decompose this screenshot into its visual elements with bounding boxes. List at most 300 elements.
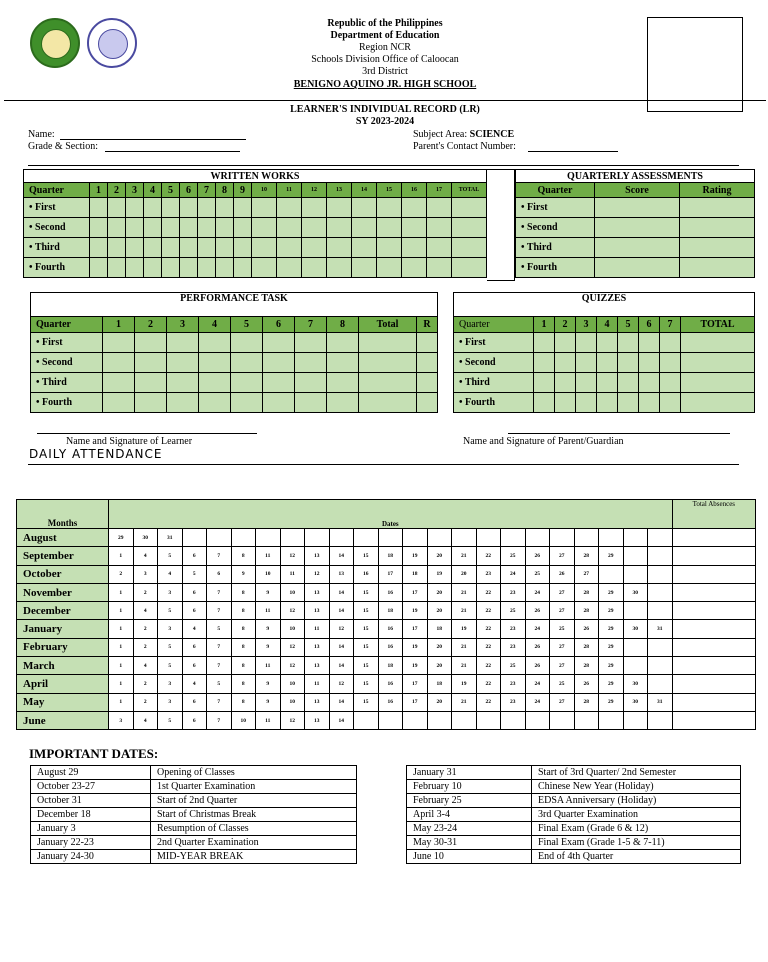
date-cell[interactable]: 29: [109, 529, 134, 547]
ww-score-cell[interactable]: [126, 198, 144, 218]
date-cell[interactable]: 4: [182, 675, 207, 693]
qa-score-cell[interactable]: [595, 218, 680, 238]
pt-score-cell[interactable]: [103, 333, 135, 353]
date-cell[interactable]: 1: [109, 657, 134, 675]
total-absences-cell[interactable]: [672, 583, 755, 601]
pt-score-cell[interactable]: [417, 353, 438, 373]
date-cell[interactable]: 1: [109, 675, 134, 693]
date-cell[interactable]: 19: [452, 675, 477, 693]
ww-score-cell[interactable]: [90, 238, 108, 258]
date-cell[interactable]: 14: [329, 547, 354, 565]
date-cell[interactable]: [403, 529, 428, 547]
qz-score-cell[interactable]: [639, 373, 660, 393]
date-cell[interactable]: [280, 529, 305, 547]
pt-score-cell[interactable]: [103, 353, 135, 373]
ww-score-cell[interactable]: [126, 218, 144, 238]
date-cell[interactable]: [648, 602, 673, 620]
date-cell[interactable]: [501, 711, 526, 729]
ww-score-cell[interactable]: [180, 218, 198, 238]
date-cell[interactable]: [574, 711, 599, 729]
qa-rating-cell[interactable]: [680, 198, 755, 218]
qz-score-cell[interactable]: [597, 373, 618, 393]
date-cell[interactable]: 10: [256, 565, 281, 583]
date-cell[interactable]: 27: [574, 565, 599, 583]
pt-score-cell[interactable]: [327, 353, 359, 373]
date-cell[interactable]: 6: [182, 657, 207, 675]
ww-score-cell[interactable]: [302, 218, 327, 238]
date-cell[interactable]: 20: [427, 657, 452, 675]
date-cell[interactable]: 1: [109, 638, 134, 656]
date-cell[interactable]: 22: [476, 583, 501, 601]
date-cell[interactable]: 24: [501, 565, 526, 583]
date-cell[interactable]: 2: [133, 693, 158, 711]
date-cell[interactable]: [476, 711, 501, 729]
date-cell[interactable]: 18: [427, 620, 452, 638]
date-cell[interactable]: 28: [574, 638, 599, 656]
date-cell[interactable]: [648, 711, 673, 729]
ww-score-cell[interactable]: [234, 238, 252, 258]
date-cell[interactable]: [305, 529, 330, 547]
date-cell[interactable]: 23: [501, 638, 526, 656]
date-cell[interactable]: 7: [207, 547, 232, 565]
pt-score-cell[interactable]: [327, 373, 359, 393]
date-cell[interactable]: 4: [133, 547, 158, 565]
pt-score-cell[interactable]: [359, 373, 417, 393]
date-cell[interactable]: 19: [403, 547, 428, 565]
date-cell[interactable]: 21: [452, 602, 477, 620]
qz-score-cell[interactable]: [534, 333, 555, 353]
pt-score-cell[interactable]: [231, 353, 263, 373]
date-cell[interactable]: 5: [158, 602, 183, 620]
ww-score-cell[interactable]: [377, 238, 402, 258]
date-cell[interactable]: 26: [525, 657, 550, 675]
ww-score-cell[interactable]: [144, 218, 162, 238]
ww-score-cell[interactable]: [252, 198, 277, 218]
date-cell[interactable]: 9: [231, 565, 256, 583]
qz-score-cell[interactable]: [660, 333, 681, 353]
qz-score-cell[interactable]: [639, 333, 660, 353]
total-absences-cell[interactable]: [672, 620, 755, 638]
pt-score-cell[interactable]: [359, 353, 417, 373]
date-cell[interactable]: [329, 529, 354, 547]
date-cell[interactable]: 26: [574, 675, 599, 693]
date-cell[interactable]: 3: [158, 693, 183, 711]
date-cell[interactable]: 23: [476, 565, 501, 583]
ww-score-cell[interactable]: [327, 238, 352, 258]
date-cell[interactable]: 12: [280, 638, 305, 656]
pt-score-cell[interactable]: [417, 333, 438, 353]
date-cell[interactable]: 13: [329, 565, 354, 583]
date-cell[interactable]: 23: [501, 620, 526, 638]
date-cell[interactable]: [599, 565, 624, 583]
date-cell[interactable]: 11: [256, 547, 281, 565]
date-cell[interactable]: 2: [133, 583, 158, 601]
parent-signature-line[interactable]: [508, 433, 730, 434]
pt-score-cell[interactable]: [295, 333, 327, 353]
pt-score-cell[interactable]: [103, 393, 135, 413]
date-cell[interactable]: 29: [599, 693, 624, 711]
date-cell[interactable]: 3: [158, 583, 183, 601]
date-cell[interactable]: 22: [476, 620, 501, 638]
pt-score-cell[interactable]: [263, 353, 295, 373]
date-cell[interactable]: 14: [329, 657, 354, 675]
ww-score-cell[interactable]: [90, 198, 108, 218]
qz-score-cell[interactable]: [534, 373, 555, 393]
qa-rating-cell[interactable]: [680, 218, 755, 238]
date-cell[interactable]: 6: [207, 565, 232, 583]
total-absences-cell[interactable]: [672, 565, 755, 583]
date-cell[interactable]: 22: [476, 638, 501, 656]
date-cell[interactable]: 30: [623, 583, 648, 601]
date-cell[interactable]: 5: [158, 547, 183, 565]
date-cell[interactable]: 6: [182, 693, 207, 711]
qz-score-cell[interactable]: [660, 373, 681, 393]
pt-score-cell[interactable]: [199, 373, 231, 393]
date-cell[interactable]: 19: [427, 565, 452, 583]
date-cell[interactable]: [427, 529, 452, 547]
pt-score-cell[interactable]: [135, 353, 167, 373]
ww-score-cell[interactable]: [302, 258, 327, 278]
ww-score-cell[interactable]: [90, 218, 108, 238]
date-cell[interactable]: [354, 711, 379, 729]
date-cell[interactable]: 15: [354, 602, 379, 620]
date-cell[interactable]: [427, 711, 452, 729]
qa-score-cell[interactable]: [595, 238, 680, 258]
date-cell[interactable]: 3: [158, 675, 183, 693]
date-cell[interactable]: 7: [207, 657, 232, 675]
date-cell[interactable]: 6: [182, 547, 207, 565]
date-cell[interactable]: 31: [648, 620, 673, 638]
date-cell[interactable]: 3: [158, 620, 183, 638]
total-absences-cell[interactable]: [672, 638, 755, 656]
pt-score-cell[interactable]: [135, 373, 167, 393]
date-cell[interactable]: 15: [354, 547, 379, 565]
date-cell[interactable]: 16: [378, 620, 403, 638]
date-cell[interactable]: 13: [305, 693, 330, 711]
date-cell[interactable]: 27: [550, 693, 575, 711]
date-cell[interactable]: 15: [354, 693, 379, 711]
date-cell[interactable]: 25: [525, 565, 550, 583]
date-cell[interactable]: [648, 675, 673, 693]
pt-score-cell[interactable]: [327, 393, 359, 413]
date-cell[interactable]: 6: [182, 711, 207, 729]
ww-score-cell[interactable]: [180, 238, 198, 258]
ww-score-cell[interactable]: [234, 218, 252, 238]
date-cell[interactable]: 9: [256, 620, 281, 638]
date-cell[interactable]: [550, 529, 575, 547]
ww-score-cell[interactable]: [252, 218, 277, 238]
date-cell[interactable]: 6: [182, 638, 207, 656]
date-cell[interactable]: 30: [623, 675, 648, 693]
date-cell[interactable]: 2: [133, 675, 158, 693]
qz-score-cell[interactable]: [576, 393, 597, 413]
date-cell[interactable]: 23: [501, 675, 526, 693]
date-cell[interactable]: 26: [550, 565, 575, 583]
date-cell[interactable]: 3: [133, 565, 158, 583]
date-cell[interactable]: [623, 638, 648, 656]
qz-score-cell[interactable]: [660, 393, 681, 413]
date-cell[interactable]: 11: [256, 657, 281, 675]
date-cell[interactable]: 7: [207, 693, 232, 711]
date-cell[interactable]: 20: [427, 602, 452, 620]
ww-score-cell[interactable]: [108, 218, 126, 238]
qa-rating-cell[interactable]: [680, 258, 755, 278]
date-cell[interactable]: 13: [305, 711, 330, 729]
date-cell[interactable]: [648, 565, 673, 583]
date-cell[interactable]: 27: [550, 602, 575, 620]
qz-score-cell[interactable]: [555, 373, 576, 393]
date-cell[interactable]: 30: [623, 620, 648, 638]
date-cell[interactable]: 10: [280, 620, 305, 638]
date-cell[interactable]: [550, 711, 575, 729]
date-cell[interactable]: [599, 529, 624, 547]
ww-score-cell[interactable]: [144, 198, 162, 218]
ww-score-cell[interactable]: [402, 218, 427, 238]
ww-score-cell[interactable]: [108, 238, 126, 258]
ww-score-cell[interactable]: [198, 238, 216, 258]
date-cell[interactable]: 29: [599, 675, 624, 693]
pt-score-cell[interactable]: [417, 393, 438, 413]
date-cell[interactable]: 7: [207, 638, 232, 656]
date-cell[interactable]: [623, 529, 648, 547]
ww-score-cell[interactable]: [162, 198, 180, 218]
date-cell[interactable]: 27: [550, 583, 575, 601]
pt-score-cell[interactable]: [263, 393, 295, 413]
pt-score-cell[interactable]: [359, 333, 417, 353]
date-cell[interactable]: 1: [109, 547, 134, 565]
ww-score-cell[interactable]: [90, 258, 108, 278]
date-cell[interactable]: 1: [109, 620, 134, 638]
total-absences-cell[interactable]: [672, 547, 755, 565]
total-absences-cell[interactable]: [672, 657, 755, 675]
ww-score-cell[interactable]: [108, 258, 126, 278]
date-cell[interactable]: 8: [231, 583, 256, 601]
date-cell[interactable]: 5: [207, 620, 232, 638]
date-cell[interactable]: 17: [403, 693, 428, 711]
ww-score-cell[interactable]: [402, 198, 427, 218]
ww-score-cell[interactable]: [126, 258, 144, 278]
date-cell[interactable]: 25: [550, 620, 575, 638]
date-cell[interactable]: 23: [501, 693, 526, 711]
ww-score-cell[interactable]: [198, 198, 216, 218]
pt-score-cell[interactable]: [295, 373, 327, 393]
date-cell[interactable]: 19: [403, 657, 428, 675]
qz-score-cell[interactable]: [681, 353, 755, 373]
date-cell[interactable]: 8: [231, 657, 256, 675]
qz-score-cell[interactable]: [681, 333, 755, 353]
learner-signature-line[interactable]: [37, 433, 257, 434]
date-cell[interactable]: 12: [329, 675, 354, 693]
date-cell[interactable]: 8: [231, 675, 256, 693]
ww-score-cell[interactable]: [327, 218, 352, 238]
pt-score-cell[interactable]: [167, 393, 199, 413]
pt-score-cell[interactable]: [199, 393, 231, 413]
date-cell[interactable]: 12: [280, 547, 305, 565]
date-cell[interactable]: [403, 711, 428, 729]
ww-score-cell[interactable]: [402, 238, 427, 258]
total-absences-cell[interactable]: [672, 529, 755, 547]
date-cell[interactable]: 20: [427, 638, 452, 656]
date-cell[interactable]: 29: [599, 547, 624, 565]
date-cell[interactable]: [525, 529, 550, 547]
date-cell[interactable]: 24: [525, 675, 550, 693]
date-cell[interactable]: 27: [550, 657, 575, 675]
qz-score-cell[interactable]: [618, 333, 639, 353]
date-cell[interactable]: 11: [305, 620, 330, 638]
date-cell[interactable]: 30: [623, 693, 648, 711]
date-cell[interactable]: 11: [256, 711, 281, 729]
date-cell[interactable]: 22: [476, 602, 501, 620]
date-cell[interactable]: 5: [182, 565, 207, 583]
date-cell[interactable]: 31: [648, 693, 673, 711]
ww-score-cell[interactable]: [252, 258, 277, 278]
date-cell[interactable]: 17: [378, 565, 403, 583]
date-cell[interactable]: 20: [427, 583, 452, 601]
date-cell[interactable]: 20: [452, 565, 477, 583]
ww-score-cell[interactable]: [327, 198, 352, 218]
date-cell[interactable]: 18: [378, 547, 403, 565]
date-cell[interactable]: 14: [329, 583, 354, 601]
date-cell[interactable]: 22: [476, 657, 501, 675]
qz-score-cell[interactable]: [660, 353, 681, 373]
date-cell[interactable]: 24: [525, 620, 550, 638]
date-cell[interactable]: 12: [280, 602, 305, 620]
ww-score-cell[interactable]: [352, 238, 377, 258]
date-cell[interactable]: 2: [133, 638, 158, 656]
date-cell[interactable]: 22: [476, 693, 501, 711]
date-cell[interactable]: 28: [574, 693, 599, 711]
ww-score-cell[interactable]: [377, 198, 402, 218]
ww-score-cell[interactable]: [452, 258, 487, 278]
qz-score-cell[interactable]: [576, 333, 597, 353]
date-cell[interactable]: 29: [599, 657, 624, 675]
date-cell[interactable]: 21: [452, 657, 477, 675]
qz-score-cell[interactable]: [576, 373, 597, 393]
date-cell[interactable]: 26: [574, 620, 599, 638]
ww-score-cell[interactable]: [198, 258, 216, 278]
qz-score-cell[interactable]: [681, 373, 755, 393]
date-cell[interactable]: 15: [354, 583, 379, 601]
qa-score-cell[interactable]: [595, 258, 680, 278]
date-cell[interactable]: 28: [574, 657, 599, 675]
ww-score-cell[interactable]: [402, 258, 427, 278]
date-cell[interactable]: [452, 711, 477, 729]
ww-score-cell[interactable]: [277, 238, 302, 258]
date-cell[interactable]: 10: [231, 711, 256, 729]
date-cell[interactable]: 3: [109, 711, 134, 729]
date-cell[interactable]: 13: [305, 638, 330, 656]
date-cell[interactable]: 1: [109, 583, 134, 601]
ww-score-cell[interactable]: [352, 198, 377, 218]
date-cell[interactable]: 19: [452, 620, 477, 638]
date-cell[interactable]: [623, 602, 648, 620]
date-cell[interactable]: 24: [525, 693, 550, 711]
date-cell[interactable]: 6: [182, 583, 207, 601]
date-cell[interactable]: 13: [305, 602, 330, 620]
date-cell[interactable]: 15: [354, 638, 379, 656]
date-cell[interactable]: 7: [207, 711, 232, 729]
date-cell[interactable]: 25: [501, 547, 526, 565]
ww-score-cell[interactable]: [216, 198, 234, 218]
pt-score-cell[interactable]: [295, 353, 327, 373]
pt-score-cell[interactable]: [327, 333, 359, 353]
date-cell[interactable]: [501, 529, 526, 547]
date-cell[interactable]: 29: [599, 638, 624, 656]
date-cell[interactable]: 17: [403, 675, 428, 693]
date-cell[interactable]: 30: [133, 529, 158, 547]
date-cell[interactable]: 21: [452, 547, 477, 565]
qz-score-cell[interactable]: [555, 353, 576, 373]
ww-score-cell[interactable]: [302, 198, 327, 218]
date-cell[interactable]: 5: [158, 711, 183, 729]
ww-score-cell[interactable]: [216, 238, 234, 258]
qz-score-cell[interactable]: [618, 373, 639, 393]
qz-score-cell[interactable]: [618, 393, 639, 413]
pt-score-cell[interactable]: [417, 373, 438, 393]
total-absences-cell[interactable]: [672, 675, 755, 693]
date-cell[interactable]: 12: [280, 657, 305, 675]
ww-score-cell[interactable]: [452, 218, 487, 238]
qz-score-cell[interactable]: [555, 333, 576, 353]
ww-score-cell[interactable]: [144, 258, 162, 278]
date-cell[interactable]: [378, 711, 403, 729]
ww-score-cell[interactable]: [180, 198, 198, 218]
date-cell[interactable]: 5: [207, 675, 232, 693]
qz-score-cell[interactable]: [681, 393, 755, 413]
ww-score-cell[interactable]: [234, 258, 252, 278]
date-cell[interactable]: 9: [256, 675, 281, 693]
date-cell[interactable]: 9: [256, 638, 281, 656]
date-cell[interactable]: [648, 547, 673, 565]
date-cell[interactable]: [648, 583, 673, 601]
date-cell[interactable]: 21: [452, 583, 477, 601]
pt-score-cell[interactable]: [135, 333, 167, 353]
date-cell[interactable]: 10: [280, 675, 305, 693]
pt-score-cell[interactable]: [231, 393, 263, 413]
pt-score-cell[interactable]: [359, 393, 417, 413]
ww-score-cell[interactable]: [216, 218, 234, 238]
pt-score-cell[interactable]: [199, 353, 231, 373]
date-cell[interactable]: 12: [329, 620, 354, 638]
ww-score-cell[interactable]: [427, 198, 452, 218]
qz-score-cell[interactable]: [534, 353, 555, 373]
ww-score-cell[interactable]: [377, 258, 402, 278]
date-cell[interactable]: 7: [207, 583, 232, 601]
date-cell[interactable]: 23: [501, 583, 526, 601]
date-cell[interactable]: [574, 529, 599, 547]
ww-score-cell[interactable]: [427, 238, 452, 258]
qz-score-cell[interactable]: [597, 333, 618, 353]
date-cell[interactable]: 14: [329, 693, 354, 711]
date-cell[interactable]: 15: [354, 675, 379, 693]
ww-score-cell[interactable]: [126, 238, 144, 258]
date-cell[interactable]: [378, 529, 403, 547]
date-cell[interactable]: 11: [305, 675, 330, 693]
date-cell[interactable]: 16: [378, 638, 403, 656]
name-field[interactable]: [60, 139, 246, 140]
date-cell[interactable]: 4: [158, 565, 183, 583]
total-absences-cell[interactable]: [672, 693, 755, 711]
date-cell[interactable]: 9: [256, 583, 281, 601]
date-cell[interactable]: 26: [525, 638, 550, 656]
pt-score-cell[interactable]: [231, 373, 263, 393]
pt-score-cell[interactable]: [199, 333, 231, 353]
date-cell[interactable]: [623, 565, 648, 583]
date-cell[interactable]: 8: [231, 620, 256, 638]
date-cell[interactable]: 11: [280, 565, 305, 583]
ww-score-cell[interactable]: [327, 258, 352, 278]
date-cell[interactable]: 28: [574, 602, 599, 620]
